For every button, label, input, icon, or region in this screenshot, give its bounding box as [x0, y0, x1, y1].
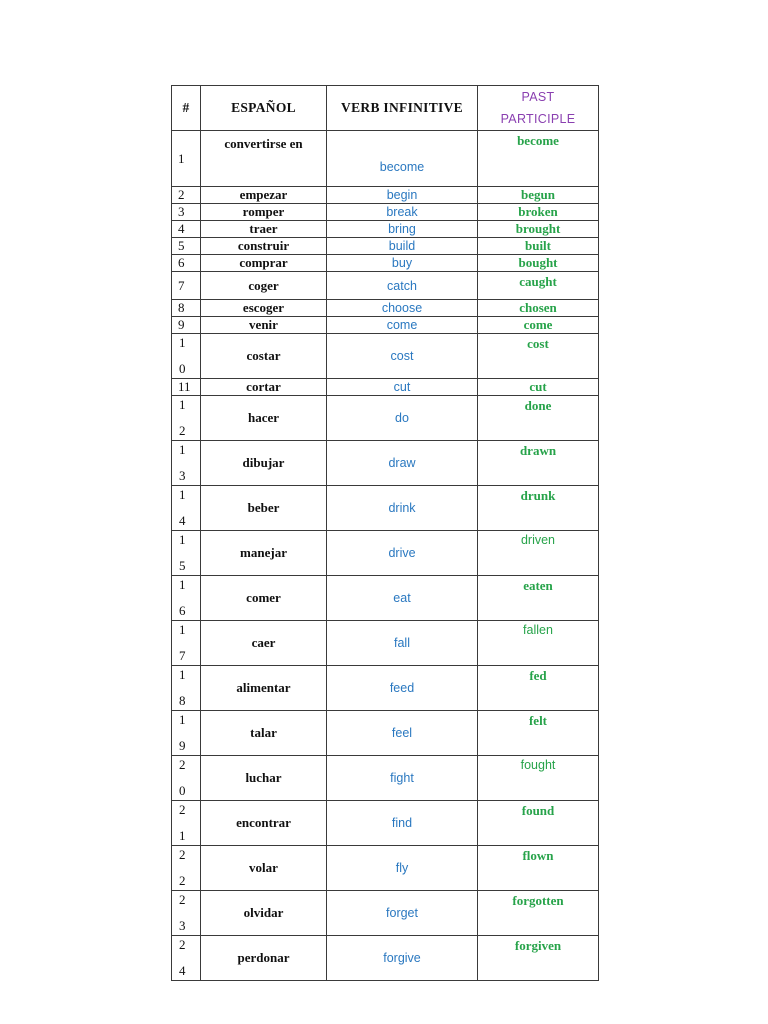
row-number-digit: 1 — [179, 622, 186, 637]
spanish-verb: costar — [201, 334, 327, 379]
spanish-verb: comer — [201, 576, 327, 621]
verb-infinitive: find — [327, 801, 478, 846]
row-number-digit: 1 — [179, 667, 186, 682]
row-number-digit: 9 — [179, 738, 186, 753]
spanish-verb: beber — [201, 486, 327, 531]
spanish-verb: encontrar — [201, 801, 327, 846]
verb-infinitive: begin — [327, 187, 478, 204]
past-participle: brought — [478, 221, 599, 238]
spanish-verb: olvidar — [201, 891, 327, 936]
verb-infinitive: bring — [327, 221, 478, 238]
past-participle: eaten — [478, 576, 599, 621]
verb-infinitive: feed — [327, 666, 478, 711]
row-number-digit: 4 — [179, 963, 186, 978]
row-number-digit: 0 — [179, 783, 186, 798]
past-participle: forgiven — [478, 936, 599, 981]
past-participle: come — [478, 317, 599, 334]
spanish-verb: coger — [201, 272, 327, 300]
row-number-digit: 2 — [179, 423, 186, 438]
spanish-verb: convertirse en — [201, 131, 327, 187]
verb-infinitive: cost — [327, 334, 478, 379]
spanish-verb: escoger — [201, 300, 327, 317]
spanish-verb: venir — [201, 317, 327, 334]
past-participle: bought — [478, 255, 599, 272]
verb-infinitive: feel — [327, 711, 478, 756]
past-participle: driven — [478, 531, 599, 576]
verb-infinitive: draw — [327, 441, 478, 486]
row-number-digit: 5 — [179, 558, 186, 573]
row-number-digit: 2 — [179, 802, 186, 817]
table-row — [172, 891, 599, 936]
past-participle: become — [478, 131, 599, 187]
spanish-verb: romper — [201, 204, 327, 221]
row-number-digit: 2 — [179, 873, 186, 888]
row-number — [172, 486, 201, 531]
row-number-digit: 2 — [179, 892, 186, 907]
verb-infinitive: drink — [327, 486, 478, 531]
row-number — [172, 756, 201, 801]
verb-infinitive: eat — [327, 576, 478, 621]
table-row — [172, 255, 599, 272]
verb-infinitive: build — [327, 238, 478, 255]
verb-infinitive: cut — [327, 379, 478, 396]
verb-infinitive: drive — [327, 531, 478, 576]
table-row — [172, 187, 599, 204]
header-number: # — [172, 86, 201, 131]
table-row — [172, 666, 599, 711]
past-participle: fought — [478, 756, 599, 801]
verb-infinitive: catch — [327, 272, 478, 300]
row-number-digit: 7 — [179, 648, 186, 663]
row-number-digit: 2 — [179, 937, 186, 952]
spanish-verb: construir — [201, 238, 327, 255]
table-row — [172, 441, 599, 486]
row-number — [172, 711, 201, 756]
table-row — [172, 204, 599, 221]
row-number: 1 — [172, 131, 201, 187]
past-participle: drawn — [478, 441, 599, 486]
spanish-verb: luchar — [201, 756, 327, 801]
spanish-verb: perdonar — [201, 936, 327, 981]
past-participle: forgotten — [478, 891, 599, 936]
past-participle: flown — [478, 846, 599, 891]
row-number-digit: 2 — [179, 847, 186, 862]
row-number — [172, 801, 201, 846]
row-number-digit: 0 — [179, 361, 186, 376]
verb-infinitive: come — [327, 317, 478, 334]
table-row — [172, 621, 599, 666]
row-number-digit: 1 — [179, 335, 186, 350]
row-number-digit: 1 — [179, 532, 186, 547]
header-participle-line: PARTICIPLE — [500, 112, 576, 126]
row-number-digit: 2 — [179, 757, 186, 772]
header-verb-infinitive: VERB INFINITIVE — [327, 86, 478, 131]
row-number — [172, 334, 201, 379]
table-row — [172, 531, 599, 576]
spanish-verb: cortar — [201, 379, 327, 396]
row-number: 3 — [172, 204, 201, 221]
past-participle: drunk — [478, 486, 599, 531]
table-row — [172, 936, 599, 981]
spanish-verb: dibujar — [201, 441, 327, 486]
past-participle: built — [478, 238, 599, 255]
past-participle: caught — [478, 272, 599, 300]
row-number: 4 — [172, 221, 201, 238]
row-number-digit: 1 — [179, 442, 186, 457]
row-number: 2 — [172, 187, 201, 204]
table-row — [172, 221, 599, 238]
table-header-row — [172, 86, 599, 131]
row-number — [172, 396, 201, 441]
spanish-verb: traer — [201, 221, 327, 238]
past-participle: broken — [478, 204, 599, 221]
table-row — [172, 334, 599, 379]
table-row — [172, 379, 599, 396]
past-participle: found — [478, 801, 599, 846]
row-number: 6 — [172, 255, 201, 272]
verb-infinitive: buy — [327, 255, 478, 272]
row-number-digit: 8 — [179, 693, 186, 708]
table-row — [172, 576, 599, 621]
past-participle: fallen — [478, 621, 599, 666]
row-number-digit: 3 — [179, 468, 186, 483]
row-number — [172, 846, 201, 891]
past-participle: cost — [478, 334, 599, 379]
past-participle: fed — [478, 666, 599, 711]
row-number: 7 — [172, 272, 201, 300]
row-number: 9 — [172, 317, 201, 334]
past-participle: cut — [478, 379, 599, 396]
row-number — [172, 441, 201, 486]
past-participle: begun — [478, 187, 599, 204]
row-number — [172, 891, 201, 936]
row-number: 11 — [172, 379, 201, 396]
spanish-verb: alimentar — [201, 666, 327, 711]
row-number — [172, 621, 201, 666]
table-row — [172, 711, 599, 756]
spanish-verb: talar — [201, 711, 327, 756]
verb-infinitive: fight — [327, 756, 478, 801]
row-number-digit: 1 — [179, 577, 186, 592]
table-row — [172, 801, 599, 846]
row-number — [172, 576, 201, 621]
row-number-digit: 3 — [179, 918, 186, 933]
spanish-verb: empezar — [201, 187, 327, 204]
verb-infinitive: break — [327, 204, 478, 221]
row-number-digit: 1 — [179, 828, 186, 843]
verb-infinitive: fly — [327, 846, 478, 891]
header-past-line: PAST — [521, 90, 555, 104]
spanish-verb: caer — [201, 621, 327, 666]
row-number-digit: 1 — [179, 712, 186, 727]
header-past-participle — [478, 86, 599, 131]
table-row — [172, 300, 599, 317]
row-number — [172, 666, 201, 711]
verb-infinitive: do — [327, 396, 478, 441]
row-number — [172, 936, 201, 981]
verb-infinitive: become — [327, 131, 478, 187]
row-number: 5 — [172, 238, 201, 255]
row-number — [172, 531, 201, 576]
spanish-verb: comprar — [201, 255, 327, 272]
row-number-digit: 1 — [179, 397, 186, 412]
table-row — [172, 238, 599, 255]
table-row — [172, 846, 599, 891]
row-number-digit: 4 — [179, 513, 186, 528]
spanish-verb: volar — [201, 846, 327, 891]
row-number-digit: 6 — [179, 603, 186, 618]
verb-infinitive: forgive — [327, 936, 478, 981]
verb-infinitive: choose — [327, 300, 478, 317]
row-number: 8 — [172, 300, 201, 317]
table-row — [172, 131, 599, 187]
past-participle: done — [478, 396, 599, 441]
past-participle: felt — [478, 711, 599, 756]
verb-infinitive: fall — [327, 621, 478, 666]
irregular-verbs-table — [171, 85, 599, 981]
header-espanol: ESPAÑOL — [201, 86, 327, 131]
table-row — [172, 756, 599, 801]
table-row — [172, 486, 599, 531]
table-row — [172, 317, 599, 334]
row-number-digit: 1 — [179, 487, 186, 502]
table-row — [172, 272, 599, 300]
spanish-verb: hacer — [201, 396, 327, 441]
verb-infinitive: forget — [327, 891, 478, 936]
spanish-verb: manejar — [201, 531, 327, 576]
table-row — [172, 396, 599, 441]
past-participle: chosen — [478, 300, 599, 317]
